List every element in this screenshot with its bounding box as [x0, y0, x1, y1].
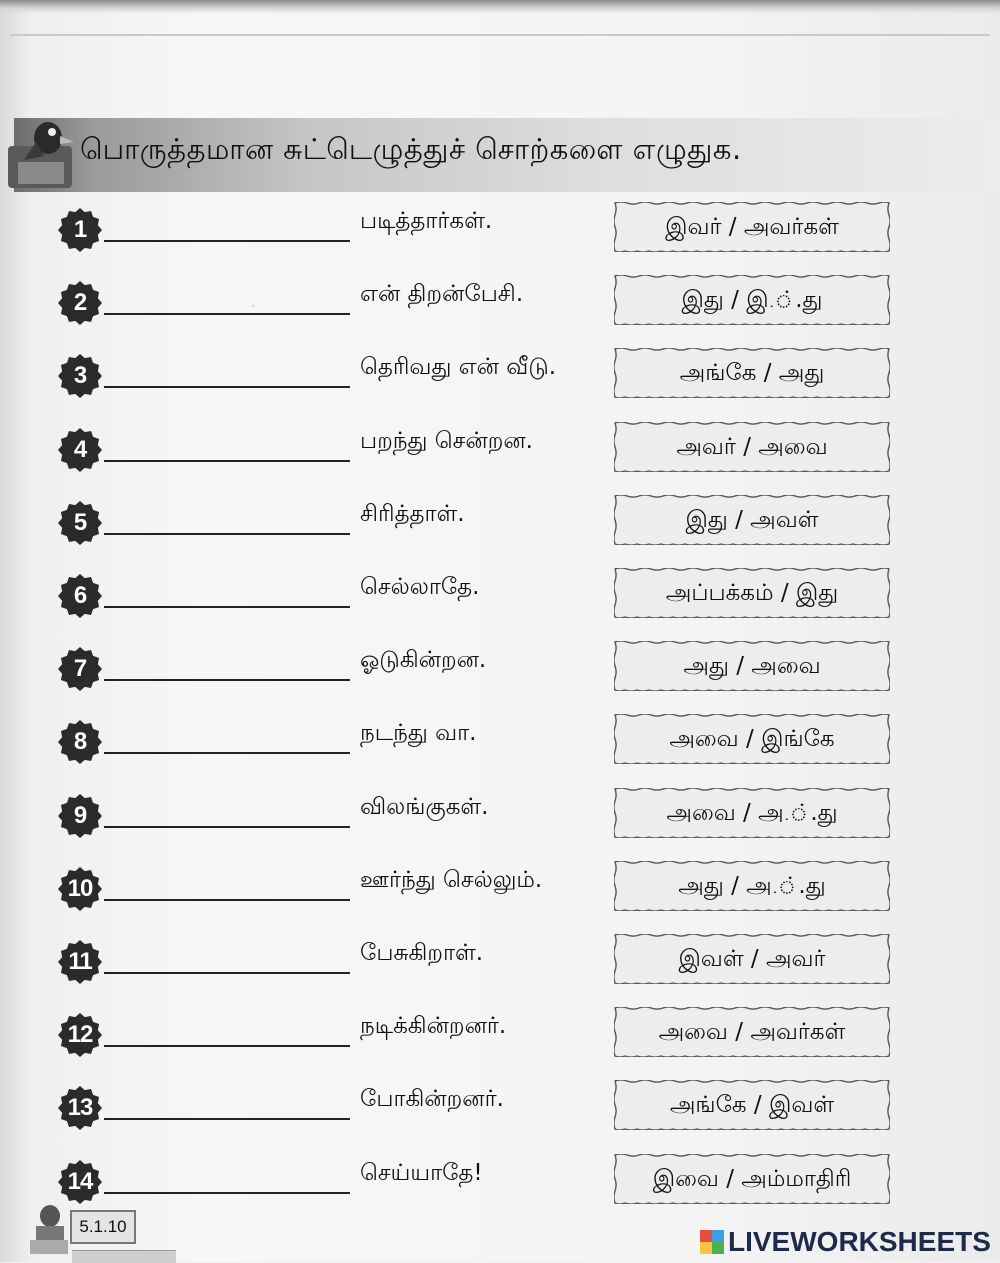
page-top-shadow — [0, 0, 1000, 14]
word-choice-box — [614, 1154, 890, 1204]
word-choices: இது / இ.்.து — [681, 287, 823, 314]
word-choice-box — [614, 348, 890, 398]
logo-tile — [700, 1242, 712, 1254]
item-number: 3 — [73, 362, 87, 390]
exercise-row — [0, 275, 1000, 335]
exercise-row — [0, 568, 1000, 628]
answer-blank[interactable] — [104, 899, 350, 901]
word-choice-box — [614, 275, 890, 325]
word-choices: அது / அ.்.து — [678, 872, 826, 899]
exercise-row — [0, 788, 1000, 848]
number-badge — [58, 867, 102, 911]
sentence-text: செல்லாதே. — [360, 574, 480, 600]
answer-blank[interactable] — [104, 460, 350, 462]
sentence-text: விலங்குகள். — [360, 793, 489, 820]
sentence-text: தெரிவது என் வீடு. — [360, 354, 557, 381]
logo-tile — [712, 1242, 724, 1254]
item-number: 11 — [68, 948, 92, 975]
brand-name: LIVEWORKSHEETS — [728, 1226, 991, 1257]
liveworksheets-brand[interactable] — [700, 1226, 991, 1258]
answer-blank[interactable] — [104, 606, 350, 608]
word-choice-box — [614, 714, 890, 764]
exercise-row — [0, 1007, 1000, 1067]
number-badge — [58, 574, 102, 618]
answer-blank[interactable] — [104, 679, 350, 681]
answer-blank[interactable] — [104, 1118, 350, 1120]
sentence-text: படித்தார்கள். — [360, 208, 493, 234]
item-number: 1 — [73, 216, 87, 243]
number-badge — [58, 647, 102, 691]
sentence-text: ஊர்ந்து செல்லும். — [360, 866, 543, 893]
exercise-row — [0, 714, 1000, 774]
sentence-text: என் திறன்பேசி. — [360, 281, 524, 308]
item-number: 7 — [73, 655, 87, 683]
word-choices: இவள் / அவர் — [678, 946, 826, 972]
item-number: 2 — [73, 289, 87, 317]
number-badge — [58, 501, 102, 545]
answer-blank[interactable] — [104, 1192, 350, 1194]
page-top-rule — [10, 34, 990, 36]
number-badge — [58, 428, 102, 472]
footer-strip — [72, 1250, 176, 1263]
word-choice-box — [614, 934, 890, 984]
answer-blank[interactable] — [104, 240, 350, 242]
bleed-through-text: . — [250, 288, 257, 312]
bird-mascot-icon — [8, 112, 78, 192]
item-number: 6 — [73, 582, 87, 609]
sentence-text: நடந்து வா. — [360, 720, 477, 747]
number-badge — [58, 281, 102, 325]
number-badge — [58, 720, 102, 764]
word-choice-box — [614, 495, 890, 545]
number-badge — [58, 1013, 102, 1057]
sentence-text: ஓடுகின்றன. — [360, 647, 487, 674]
exercise-row — [0, 1154, 1000, 1214]
word-choice-box — [614, 1007, 890, 1057]
exercise-row — [0, 495, 1000, 555]
exercise-row — [0, 641, 1000, 701]
reading-mascot-icon — [28, 1200, 70, 1256]
word-choice-box — [614, 641, 890, 691]
item-number: 10 — [67, 874, 93, 902]
sentence-text: செய்யாதே! — [360, 1159, 483, 1186]
number-badge — [58, 1086, 102, 1130]
exercise-row — [0, 934, 1000, 994]
page-code-label: 5.1.10 — [70, 1210, 136, 1244]
logo-tile — [700, 1230, 712, 1242]
word-choices: அங்கே / அது — [679, 360, 825, 387]
word-choices: இவர் / அவர்கள் — [665, 214, 839, 240]
item-number: 9 — [73, 801, 87, 829]
sentence-text: போகின்றனர். — [360, 1086, 504, 1113]
exercise-row — [0, 348, 1000, 408]
word-choices: அது / அவை — [683, 653, 821, 680]
number-badge — [58, 940, 102, 984]
word-choices: அவை / இங்கே — [669, 726, 835, 753]
answer-blank[interactable] — [104, 826, 350, 828]
liveworksheets-logo-icon — [700, 1230, 724, 1254]
word-choice-box — [614, 568, 890, 618]
word-choices: அவர் / அவை — [676, 433, 828, 460]
number-badge — [58, 794, 102, 838]
word-choice-box — [614, 861, 890, 911]
sentence-text: பேசுகிறாள். — [360, 940, 484, 966]
sentence-text: சிரித்தாள். — [360, 500, 465, 527]
word-choices: அப்பக்கம் / இது — [665, 580, 839, 606]
answer-blank[interactable] — [104, 313, 350, 315]
word-choices: அங்கே / இவள் — [669, 1092, 835, 1119]
item-number: 13 — [67, 1094, 93, 1122]
sentence-text: பறந்து சென்றன. — [360, 427, 533, 454]
number-badge — [58, 1160, 102, 1204]
number-badge — [58, 208, 102, 252]
answer-blank[interactable] — [104, 1045, 350, 1047]
item-number: 4 — [73, 435, 87, 463]
number-badge — [58, 354, 102, 398]
answer-blank[interactable] — [104, 972, 350, 974]
exercise-row — [0, 861, 1000, 921]
word-choices: அவை / அவர்கள் — [658, 1019, 846, 1046]
instruction-title: பொருத்தமான சுட்டெழுத்துச் சொற்களை எழுதுக. — [80, 132, 742, 166]
item-number: 8 — [73, 728, 87, 756]
item-number: 12 — [67, 1021, 93, 1049]
word-choice-box — [614, 422, 890, 472]
item-number: 14 — [67, 1167, 93, 1195]
logo-tile — [712, 1230, 724, 1242]
word-choice-box — [614, 1080, 890, 1130]
exercise-row — [0, 202, 1000, 262]
exercise-row — [0, 422, 1000, 482]
word-choice-box — [614, 788, 890, 838]
word-choice-box — [614, 202, 890, 252]
exercise-row — [0, 1080, 1000, 1140]
word-choices: இது / அவள் — [685, 506, 819, 533]
word-choices: அவை / அ.்.து — [666, 799, 838, 826]
answer-blank[interactable] — [104, 752, 350, 754]
word-choices: இவை / அம்மாதிரி — [652, 1165, 852, 1192]
sentence-text: நடிக்கின்றனர். — [360, 1013, 507, 1040]
answer-blank[interactable] — [104, 386, 350, 388]
answer-blank[interactable] — [104, 533, 350, 535]
item-number: 5 — [73, 508, 87, 536]
